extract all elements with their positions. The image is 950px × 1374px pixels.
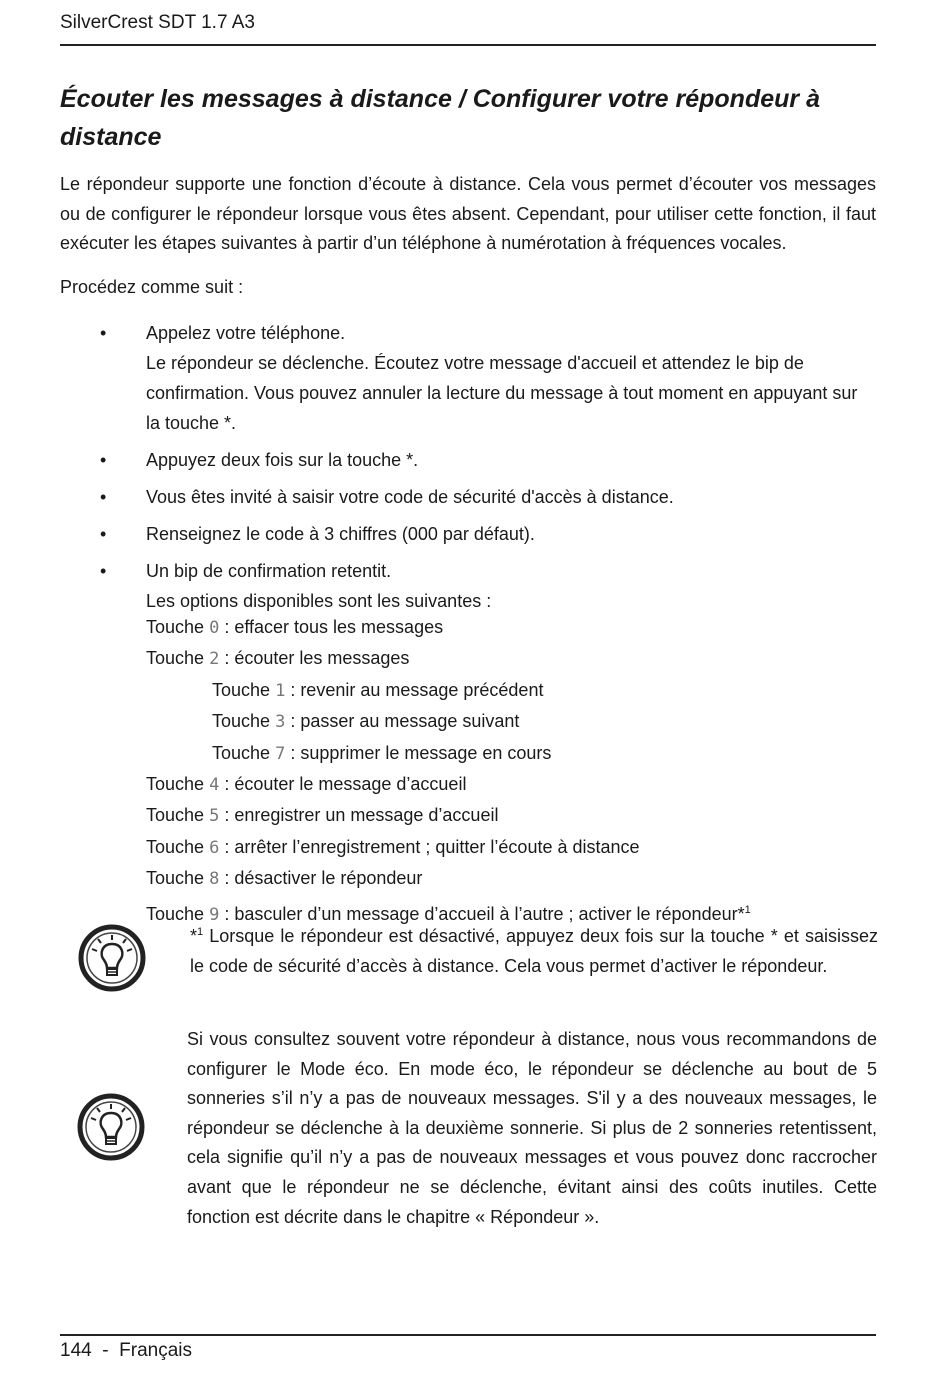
key-number: 8 [209, 869, 220, 890]
section-title: Écouter les messages à distance / Configurer votre répondeur à distance [60, 85, 820, 151]
step-detail: Les options disponibles sont les suivantes : [146, 591, 492, 611]
key-word: Touche [146, 617, 205, 637]
key-option [146, 675, 751, 706]
key-number: 5 [209, 806, 220, 827]
key-word: Touche [212, 742, 271, 763]
header-rule [60, 44, 876, 46]
key-word: Touche [146, 903, 205, 924]
lightbulb-tip-icon [78, 924, 146, 992]
key-number: 6 [209, 837, 220, 858]
page-number: 144 [60, 1340, 92, 1361]
key-number: 4 [209, 775, 220, 796]
intro-paragraph: Le répondeur supporte une fonction d’écoute à distance. Cela vous permet d’écouter vos messages ou de configurer le répondeur lorsque vous êtes absent. Cependant, pour utiliser cette fonction, il faut exécuter les étapes suivantes à partir d’un téléphone à numérotation à fréquences vocales. [60, 174, 876, 253]
key-desc: : passer au message suivant [285, 711, 520, 732]
key-word: Touche [146, 836, 205, 857]
bullet: • [100, 450, 107, 470]
list-item [60, 445, 876, 475]
key-word: Touche [212, 679, 271, 700]
key-option [146, 706, 751, 737]
key-option [146, 769, 751, 800]
page-footer [60, 1340, 192, 1362]
bullet: • [100, 561, 107, 581]
footnote-mark: 1 [197, 926, 204, 938]
footer-language: Français [119, 1340, 193, 1361]
tip-note-eco-mode: Si vous consultez souvent votre répondeur à distance, nous vous recommandons de configurer le Mode éco. En mode éco, le répondeur se déclenche au bout de 5 sonneries s’il n’y a pas de nouveaux messages. S'il y a des nouveaux messages, le répondeur se déclenche à la deuxième sonnerie. Si plus de 2 sonneries retentissent, cela signifie qu’il n’y a pas de nouveaux messages et vous pouvez donc raccrocher avant que le répondeur ne se déclenche, évitant ainsi des coûts inutiles. Cette fonction est décrite dans le chapitre « Répondeur ». [187, 1029, 877, 1227]
footnote-asterisk: * [190, 926, 198, 946]
list-item [60, 556, 876, 616]
key-option [146, 643, 751, 674]
key-word: Touche [146, 774, 205, 795]
key-number: 1 [275, 680, 286, 701]
key-option [146, 800, 751, 831]
list-item [60, 318, 876, 438]
key-desc: : basculer d’un message d’accueil à l’autre ; activer le répondeur* [219, 903, 745, 924]
key-desc: : arrêter l’enregistrement ; quitter l’écoute à distance [219, 836, 640, 857]
step-detail: Le répondeur se déclenche. Écoutez votre message d'accueil et attendez le bip de confirmation. Vous pouvez annuler la lecture du message à tout moment en appuyant sur la touche *. [146, 353, 858, 433]
key-number: 0 [209, 618, 220, 638]
step-text: Un bip de confirmation retentit. [146, 561, 392, 581]
tip-text: Lorsque le répondeur est désactivé, appuyez deux fois sur la touche * et saisissez le code de sécurité d’accès à distance. Cela vous permet d’activer le répondeur. [190, 926, 878, 976]
footnote-mark: 1 [744, 903, 751, 916]
key-desc: : enregistrer un message d’accueil [219, 805, 499, 826]
key-desc: : écouter les messages [219, 648, 410, 669]
key-options [146, 612, 751, 930]
steps-list [60, 318, 876, 623]
bullet: • [100, 524, 107, 544]
step-text: Appuyez deux fois sur la touche *. [146, 450, 419, 470]
bullet: • [100, 487, 107, 507]
step-text: Renseignez le code à 3 chiffres (000 par défaut). [146, 524, 535, 544]
step-text: Appelez votre téléphone. [146, 323, 346, 343]
procedure-intro: Procédez comme suit : [60, 277, 244, 297]
key-word: Touche [146, 805, 205, 826]
step-text: Vous êtes invité à saisir votre code de sécurité d'accès à distance. [146, 487, 674, 507]
list-item [60, 482, 876, 512]
key-desc: : supprimer le message en cours [285, 742, 552, 763]
key-word: Touche [146, 868, 205, 889]
key-number: 9 [209, 904, 220, 925]
key-word: Touche [212, 711, 271, 732]
key-number: 2 [209, 649, 220, 670]
running-header: SilverCrest SDT 1.7 A3 [60, 12, 256, 33]
lightbulb-tip-icon [77, 1093, 145, 1161]
key-desc: : écouter le message d’accueil [219, 774, 467, 795]
tip-note-footnote [190, 918, 878, 981]
key-option [146, 863, 751, 894]
key-option [146, 832, 751, 863]
key-option [146, 612, 751, 643]
key-desc: : désactiver le répondeur [219, 868, 423, 889]
bullet: • [100, 323, 107, 343]
key-desc: : effacer tous les messages [219, 617, 444, 637]
key-option [146, 738, 751, 769]
key-number: 7 [275, 743, 286, 764]
list-item [60, 519, 876, 549]
key-number: 3 [275, 712, 286, 733]
footer-separator: - [102, 1340, 109, 1361]
key-desc: : revenir au message précédent [285, 679, 544, 700]
key-word: Touche [146, 648, 205, 669]
footer-rule [60, 1334, 876, 1336]
